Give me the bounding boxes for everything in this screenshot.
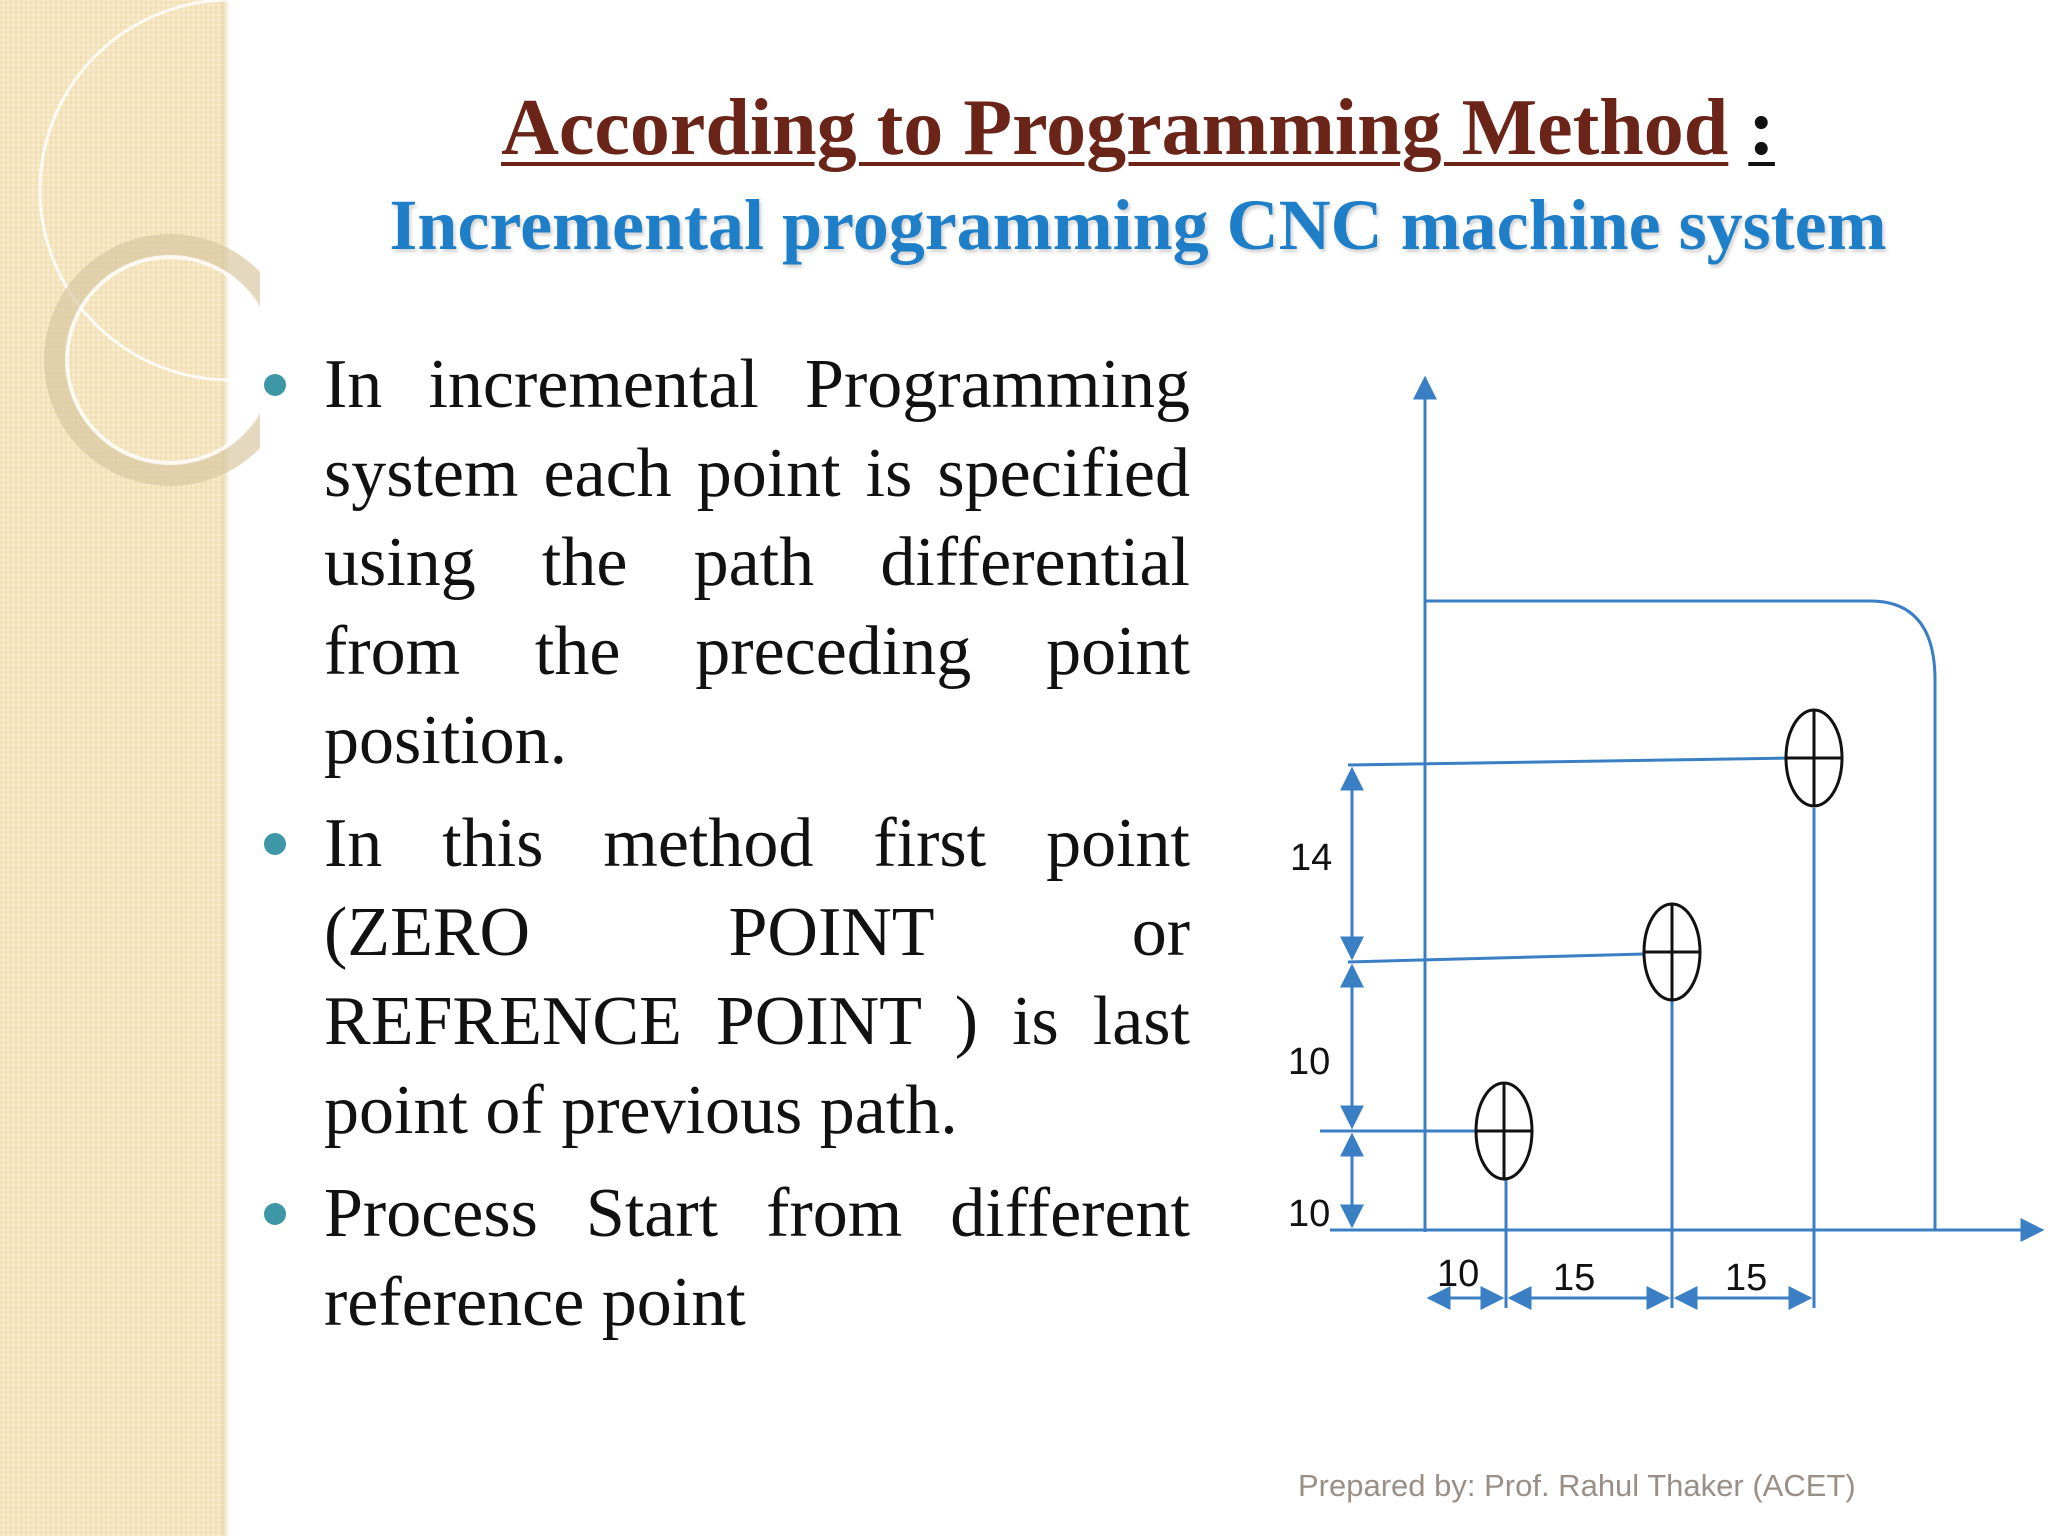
extension-line: [1348, 954, 1644, 962]
dim-label-vertical: 10: [1288, 1041, 1331, 1083]
hole-center-marker: [1644, 904, 1700, 1000]
dim-label-vertical: 14: [1290, 837, 1333, 879]
title-text: According to Programming Method: [501, 84, 1729, 172]
dim-label-horizontal: 15: [1553, 1257, 1596, 1299]
hole-center-marker: [1476, 1083, 1532, 1179]
title-colon: :: [1748, 84, 1775, 172]
dim-label-vertical: 10: [1288, 1193, 1331, 1235]
bullet-text: In this method first point (ZERO POINT or REFRENCE POINT ) is last point of previous path.: [324, 805, 1190, 1149]
dim-label-horizontal: 15: [1725, 1257, 1768, 1299]
bullet-text: In incremental Programming system each point is specified using the path differential from the preceding point position.: [324, 346, 1190, 779]
bullet-text: Process Start from different reference point: [324, 1175, 1190, 1341]
slide-subtitle: Incremental programming CNC machine system: [389, 185, 1887, 265]
hole-center-marker: [1786, 710, 1842, 806]
dim-label-horizontal: 10: [1437, 1253, 1480, 1295]
extension-line: [1348, 758, 1792, 765]
footer-credit: Prepared by: Prof. Rahul Thaker (ACET): [1298, 1468, 1856, 1503]
